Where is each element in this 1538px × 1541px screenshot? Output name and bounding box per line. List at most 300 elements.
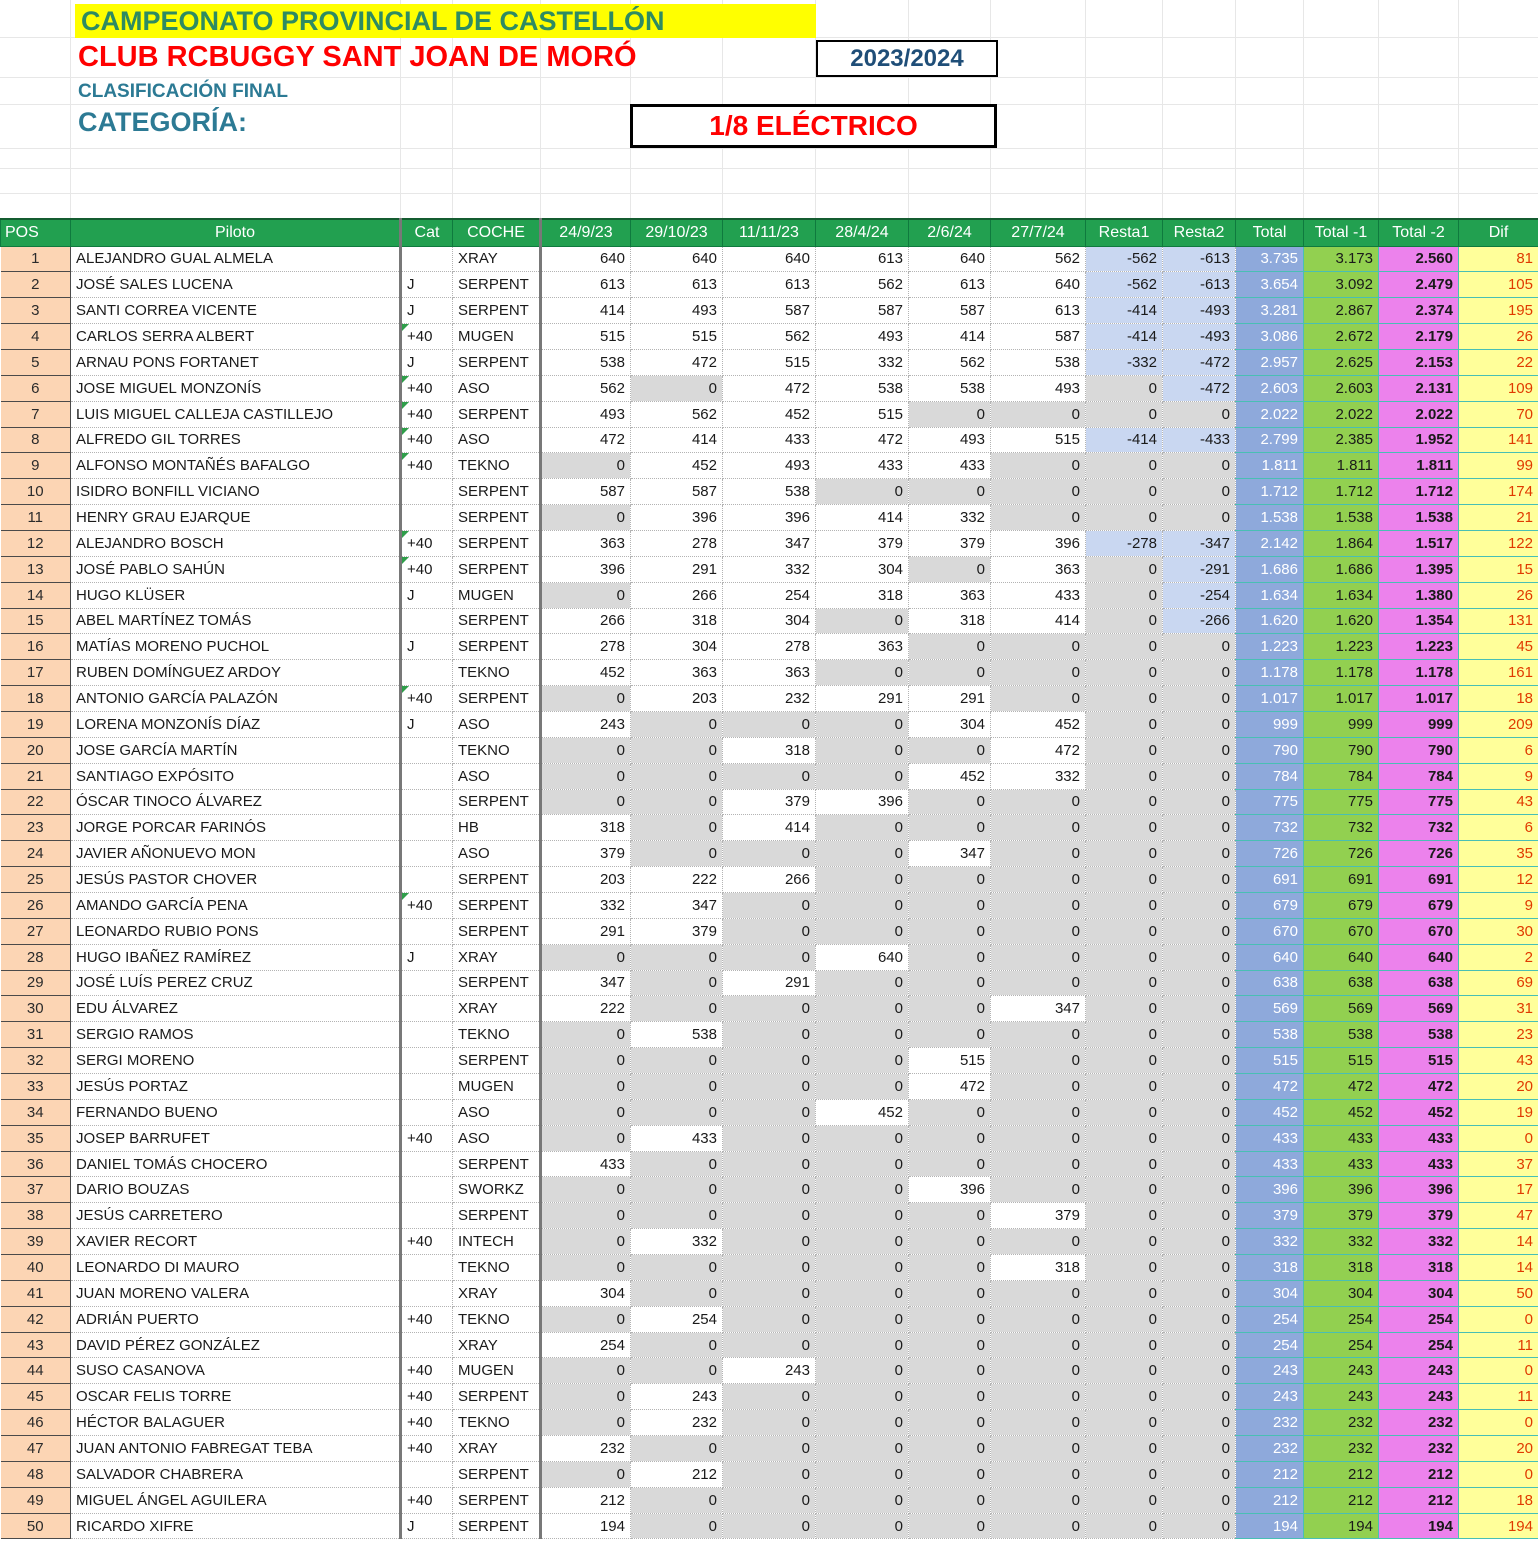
cell-dif[interactable]: 0 <box>1459 1125 1538 1151</box>
cell-score-1[interactable]: 0 <box>541 789 631 815</box>
cell-score-1[interactable]: 0 <box>541 1229 631 1255</box>
cell-cat[interactable] <box>401 1151 453 1177</box>
cell-score-3[interactable]: 0 <box>723 711 816 737</box>
cell-score-4[interactable]: 0 <box>816 1229 909 1255</box>
cell-score-5[interactable]: 0 <box>909 1487 991 1513</box>
cell-total[interactable]: 2.142 <box>1236 530 1304 556</box>
cell-resta1[interactable]: 0 <box>1086 918 1163 944</box>
cell-score-5[interactable]: 0 <box>909 1410 991 1436</box>
cell-cat[interactable] <box>401 660 453 686</box>
cell-score-1[interactable]: 0 <box>541 1384 631 1410</box>
cell-score-2[interactable]: 0 <box>631 1513 723 1539</box>
cell-total-1[interactable]: 2.022 <box>1304 401 1379 427</box>
cell-resta1[interactable]: 0 <box>1086 375 1163 401</box>
cell-resta1[interactable]: 0 <box>1086 996 1163 1022</box>
cell-pilot[interactable]: SALVADOR CHABRERA <box>71 1461 401 1487</box>
cell-cat[interactable]: +40 <box>401 1410 453 1436</box>
cell-total-2[interactable]: 472 <box>1379 1074 1459 1100</box>
cell-dif[interactable]: 69 <box>1459 970 1538 996</box>
cell-pos[interactable]: 37 <box>1 1177 71 1203</box>
cell-total-1[interactable]: 452 <box>1304 1099 1379 1125</box>
cell-score-1[interactable]: 515 <box>541 324 631 350</box>
cell-resta2[interactable]: 0 <box>1163 1436 1236 1462</box>
column-header-27-7-24[interactable]: 27/7/24 <box>991 219 1086 246</box>
column-header-total-2[interactable]: Total -2 <box>1379 219 1459 246</box>
column-header-coche[interactable]: COCHE <box>453 219 541 246</box>
cell-pilot[interactable]: JOSE MIGUEL MONZONÍS <box>71 375 401 401</box>
cell-total-1[interactable]: 538 <box>1304 1022 1379 1048</box>
cell-cat[interactable] <box>401 970 453 996</box>
cell-car[interactable]: TEKNO <box>453 1306 541 1332</box>
cell-resta1[interactable]: 0 <box>1086 1151 1163 1177</box>
cell-score-1[interactable]: 0 <box>541 1099 631 1125</box>
cell-resta2[interactable]: 0 <box>1163 1280 1236 1306</box>
cell-score-5[interactable]: 433 <box>909 453 991 479</box>
cell-pos[interactable]: 33 <box>1 1074 71 1100</box>
cell-pos[interactable]: 17 <box>1 660 71 686</box>
cell-score-1[interactable]: 0 <box>541 686 631 712</box>
cell-score-3[interactable]: 0 <box>723 1255 816 1281</box>
cell-car[interactable]: XRAY <box>453 1280 541 1306</box>
cell-pilot[interactable]: EDU ÁLVAREZ <box>71 996 401 1022</box>
cell-pos[interactable]: 16 <box>1 634 71 660</box>
cell-resta2[interactable]: 0 <box>1163 1099 1236 1125</box>
cell-car[interactable]: SERPENT <box>453 634 541 660</box>
cell-score-6[interactable]: 396 <box>991 530 1086 556</box>
cell-score-5[interactable]: 0 <box>909 1151 991 1177</box>
cell-score-6[interactable]: 347 <box>991 996 1086 1022</box>
cell-pilot[interactable]: ANTONIO GARCÍA PALAZÓN <box>71 686 401 712</box>
cell-resta1[interactable]: 0 <box>1086 660 1163 686</box>
cell-dif[interactable]: 105 <box>1459 272 1538 298</box>
cell-score-4[interactable]: 0 <box>816 1074 909 1100</box>
cell-total-2[interactable]: 1.178 <box>1379 660 1459 686</box>
cell-score-2[interactable]: 0 <box>631 711 723 737</box>
cell-score-3[interactable]: 0 <box>723 1229 816 1255</box>
cell-score-2[interactable]: 291 <box>631 556 723 582</box>
cell-score-2[interactable]: 587 <box>631 479 723 505</box>
cell-score-6[interactable]: 414 <box>991 608 1086 634</box>
cell-total[interactable]: 3.281 <box>1236 298 1304 324</box>
cell-score-1[interactable]: 278 <box>541 634 631 660</box>
cell-total-1[interactable]: 433 <box>1304 1151 1379 1177</box>
cell-score-1[interactable]: 243 <box>541 711 631 737</box>
cell-total-1[interactable]: 332 <box>1304 1229 1379 1255</box>
cell-score-4[interactable]: 0 <box>816 737 909 763</box>
cell-score-4[interactable]: 0 <box>816 1461 909 1487</box>
cell-score-5[interactable]: 304 <box>909 711 991 737</box>
cell-score-3[interactable]: 363 <box>723 660 816 686</box>
cell-score-4[interactable]: 318 <box>816 582 909 608</box>
cell-score-6[interactable]: 0 <box>991 1074 1086 1100</box>
cell-car[interactable]: XRAY <box>453 1332 541 1358</box>
cell-car[interactable]: HB <box>453 815 541 841</box>
cell-score-6[interactable]: 452 <box>991 711 1086 737</box>
cell-score-2[interactable]: 304 <box>631 634 723 660</box>
cell-pos[interactable]: 43 <box>1 1332 71 1358</box>
cell-cat[interactable]: J <box>401 711 453 737</box>
cell-score-3[interactable]: 0 <box>723 1332 816 1358</box>
cell-total[interactable]: 379 <box>1236 1203 1304 1229</box>
cell-total-2[interactable]: 538 <box>1379 1022 1459 1048</box>
cell-resta1[interactable]: 0 <box>1086 582 1163 608</box>
cell-total-2[interactable]: 775 <box>1379 789 1459 815</box>
cell-score-5[interactable]: 0 <box>909 1022 991 1048</box>
cell-total[interactable]: 212 <box>1236 1487 1304 1513</box>
cell-score-5[interactable]: 452 <box>909 763 991 789</box>
cell-score-3[interactable]: 472 <box>723 375 816 401</box>
cell-cat[interactable] <box>401 789 453 815</box>
cell-score-1[interactable]: 472 <box>541 427 631 453</box>
cell-pos[interactable]: 10 <box>1 479 71 505</box>
cell-score-3[interactable]: 243 <box>723 1358 816 1384</box>
cell-total-2[interactable]: 732 <box>1379 815 1459 841</box>
cell-cat[interactable] <box>401 246 453 272</box>
cell-score-5[interactable]: 0 <box>909 1358 991 1384</box>
cell-dif[interactable]: 15 <box>1459 556 1538 582</box>
cell-score-1[interactable]: 396 <box>541 556 631 582</box>
cell-resta2[interactable]: 0 <box>1163 1125 1236 1151</box>
cell-pos[interactable]: 9 <box>1 453 71 479</box>
cell-cat[interactable] <box>401 996 453 1022</box>
cell-dif[interactable]: 20 <box>1459 1074 1538 1100</box>
cell-total-1[interactable]: 569 <box>1304 996 1379 1022</box>
cell-score-1[interactable]: 587 <box>541 479 631 505</box>
cell-score-2[interactable]: 0 <box>631 1151 723 1177</box>
cell-total-1[interactable]: 515 <box>1304 1048 1379 1074</box>
cell-dif[interactable]: 99 <box>1459 453 1538 479</box>
cell-score-6[interactable]: 0 <box>991 1436 1086 1462</box>
cell-score-3[interactable]: 318 <box>723 737 816 763</box>
cell-resta1[interactable]: 0 <box>1086 763 1163 789</box>
cell-dif[interactable]: 6 <box>1459 737 1538 763</box>
cell-cat[interactable] <box>401 1099 453 1125</box>
cell-score-1[interactable]: 0 <box>541 1177 631 1203</box>
cell-dif[interactable]: 11 <box>1459 1332 1538 1358</box>
cell-resta2[interactable]: -347 <box>1163 530 1236 556</box>
cell-resta2[interactable]: -291 <box>1163 556 1236 582</box>
cell-car[interactable]: ASO <box>453 375 541 401</box>
column-header-pos[interactable]: POS <box>1 219 71 246</box>
cell-score-2[interactable]: 0 <box>631 1099 723 1125</box>
cell-pos[interactable]: 28 <box>1 944 71 970</box>
cell-score-6[interactable]: 0 <box>991 1048 1086 1074</box>
cell-pilot[interactable]: SUSO CASANOVA <box>71 1358 401 1384</box>
cell-dif[interactable]: 31 <box>1459 996 1538 1022</box>
cell-pilot[interactable]: DAVID PÉREZ GONZÁLEZ <box>71 1332 401 1358</box>
cell-total[interactable]: 640 <box>1236 944 1304 970</box>
cell-resta1[interactable]: -278 <box>1086 530 1163 556</box>
cell-score-4[interactable]: 0 <box>816 711 909 737</box>
cell-score-3[interactable]: 0 <box>723 1280 816 1306</box>
cell-pos[interactable]: 8 <box>1 427 71 453</box>
cell-car[interactable]: SERPENT <box>453 1048 541 1074</box>
cell-resta2[interactable]: 0 <box>1163 505 1236 531</box>
cell-pilot[interactable]: LEONARDO RUBIO PONS <box>71 918 401 944</box>
cell-score-6[interactable]: 379 <box>991 1203 1086 1229</box>
cell-resta2[interactable]: 0 <box>1163 737 1236 763</box>
cell-total-2[interactable]: 640 <box>1379 944 1459 970</box>
cell-pilot[interactable]: JESÚS CARRETERO <box>71 1203 401 1229</box>
cell-score-4[interactable]: 0 <box>816 660 909 686</box>
cell-total-2[interactable]: 2.153 <box>1379 349 1459 375</box>
cell-car[interactable]: SERPENT <box>453 556 541 582</box>
column-header-2-6-24[interactable]: 2/6/24 <box>909 219 991 246</box>
column-header-total-1[interactable]: Total -1 <box>1304 219 1379 246</box>
cell-score-6[interactable]: 0 <box>991 1151 1086 1177</box>
cell-score-5[interactable]: 414 <box>909 324 991 350</box>
cell-score-4[interactable]: 433 <box>816 453 909 479</box>
cell-score-1[interactable]: 493 <box>541 401 631 427</box>
cell-resta2[interactable]: -433 <box>1163 427 1236 453</box>
cell-cat[interactable]: +40 <box>401 1306 453 1332</box>
cell-total-2[interactable]: 1.538 <box>1379 505 1459 531</box>
cell-score-1[interactable]: 222 <box>541 996 631 1022</box>
cell-score-6[interactable]: 515 <box>991 427 1086 453</box>
cell-resta1[interactable]: 0 <box>1086 453 1163 479</box>
cell-score-5[interactable]: 379 <box>909 530 991 556</box>
cell-cat[interactable] <box>401 1203 453 1229</box>
cell-resta2[interactable]: 0 <box>1163 1074 1236 1100</box>
cell-total[interactable]: 1.017 <box>1236 686 1304 712</box>
cell-total-2[interactable]: 332 <box>1379 1229 1459 1255</box>
cell-total[interactable]: 3.086 <box>1236 324 1304 350</box>
cell-dif[interactable]: 11 <box>1459 1384 1538 1410</box>
cell-score-5[interactable]: 0 <box>909 1229 991 1255</box>
cell-total[interactable]: 232 <box>1236 1410 1304 1436</box>
cell-score-2[interactable]: 0 <box>631 841 723 867</box>
cell-resta1[interactable]: 0 <box>1086 1306 1163 1332</box>
cell-total-2[interactable]: 243 <box>1379 1358 1459 1384</box>
cell-score-2[interactable]: 278 <box>631 530 723 556</box>
cell-cat[interactable]: +40 <box>401 427 453 453</box>
cell-resta2[interactable]: -493 <box>1163 298 1236 324</box>
cell-pilot[interactable]: JOSEP BARRUFET <box>71 1125 401 1151</box>
cell-total[interactable]: 1.712 <box>1236 479 1304 505</box>
cell-total[interactable]: 318 <box>1236 1255 1304 1281</box>
cell-total-2[interactable]: 433 <box>1379 1125 1459 1151</box>
cell-pilot[interactable]: SANTI CORREA VICENTE <box>71 298 401 324</box>
cell-pilot[interactable]: JOSÉ LUÍS PEREZ CRUZ <box>71 970 401 996</box>
cell-pilot[interactable]: LEONARDO DI MAURO <box>71 1255 401 1281</box>
cell-score-3[interactable]: 613 <box>723 272 816 298</box>
cell-score-1[interactable]: 347 <box>541 970 631 996</box>
cell-resta2[interactable]: -493 <box>1163 324 1236 350</box>
cell-dif[interactable]: 9 <box>1459 763 1538 789</box>
cell-total[interactable]: 472 <box>1236 1074 1304 1100</box>
cell-score-1[interactable]: 0 <box>541 1358 631 1384</box>
season-cell[interactable]: 2023/2024 <box>816 40 998 77</box>
cell-cat[interactable] <box>401 841 453 867</box>
cell-score-6[interactable]: 0 <box>991 1099 1086 1125</box>
cell-resta1[interactable]: 0 <box>1086 1384 1163 1410</box>
cell-car[interactable]: ASO <box>453 841 541 867</box>
cell-dif[interactable]: 21 <box>1459 505 1538 531</box>
cell-score-2[interactable]: 347 <box>631 892 723 918</box>
cell-score-2[interactable]: 0 <box>631 1332 723 1358</box>
cell-total[interactable]: 732 <box>1236 815 1304 841</box>
cell-score-2[interactable]: 0 <box>631 1487 723 1513</box>
cell-dif[interactable]: 14 <box>1459 1255 1538 1281</box>
cell-dif[interactable]: 195 <box>1459 298 1538 324</box>
cell-score-1[interactable]: 0 <box>541 1306 631 1332</box>
cell-score-1[interactable]: 0 <box>541 1410 631 1436</box>
cell-cat[interactable] <box>401 763 453 789</box>
cell-score-2[interactable]: 640 <box>631 246 723 272</box>
cell-total[interactable]: 999 <box>1236 711 1304 737</box>
cell-total[interactable]: 232 <box>1236 1436 1304 1462</box>
cell-score-6[interactable]: 363 <box>991 556 1086 582</box>
cell-cat[interactable]: +40 <box>401 1125 453 1151</box>
cell-resta1[interactable]: 0 <box>1086 1074 1163 1100</box>
cell-score-5[interactable]: 0 <box>909 970 991 996</box>
cell-total-1[interactable]: 732 <box>1304 815 1379 841</box>
cell-pos[interactable]: 20 <box>1 737 71 763</box>
cell-pos[interactable]: 3 <box>1 298 71 324</box>
cell-score-4[interactable]: 0 <box>816 1151 909 1177</box>
cell-total-2[interactable]: 304 <box>1379 1280 1459 1306</box>
cell-pilot[interactable]: ALFONSO MONTAÑÉS BAFALGO <box>71 453 401 479</box>
cell-score-5[interactable]: 0 <box>909 660 991 686</box>
cell-score-6[interactable]: 0 <box>991 1513 1086 1539</box>
cell-car[interactable]: TEKNO <box>453 1022 541 1048</box>
cell-pilot[interactable]: ARNAU PONS FORTANET <box>71 349 401 375</box>
cell-score-4[interactable]: 0 <box>816 996 909 1022</box>
cell-score-6[interactable]: 332 <box>991 763 1086 789</box>
cell-score-2[interactable]: 0 <box>631 375 723 401</box>
cell-score-3[interactable]: 538 <box>723 479 816 505</box>
cell-score-6[interactable]: 0 <box>991 453 1086 479</box>
cell-score-4[interactable]: 0 <box>816 608 909 634</box>
cell-resta2[interactable]: 0 <box>1163 1487 1236 1513</box>
cell-score-3[interactable]: 266 <box>723 867 816 893</box>
cell-score-2[interactable]: 0 <box>631 1177 723 1203</box>
cell-score-1[interactable]: 0 <box>541 505 631 531</box>
cell-resta1[interactable]: 0 <box>1086 815 1163 841</box>
cell-total-2[interactable]: 2.179 <box>1379 324 1459 350</box>
cell-score-5[interactable]: 0 <box>909 556 991 582</box>
cell-car[interactable]: SERPENT <box>453 1487 541 1513</box>
cell-total[interactable]: 243 <box>1236 1384 1304 1410</box>
cell-total-2[interactable]: 379 <box>1379 1203 1459 1229</box>
cell-score-5[interactable]: 0 <box>909 401 991 427</box>
cell-car[interactable]: XRAY <box>453 996 541 1022</box>
cell-total-2[interactable]: 999 <box>1379 711 1459 737</box>
cell-pos[interactable]: 24 <box>1 841 71 867</box>
cell-score-6[interactable]: 0 <box>991 401 1086 427</box>
cell-car[interactable]: MUGEN <box>453 1358 541 1384</box>
cell-score-5[interactable]: 493 <box>909 427 991 453</box>
cell-total-1[interactable]: 254 <box>1304 1306 1379 1332</box>
cell-pos[interactable]: 32 <box>1 1048 71 1074</box>
cell-score-1[interactable]: 203 <box>541 867 631 893</box>
cell-resta1[interactable]: 0 <box>1086 1487 1163 1513</box>
cell-score-4[interactable]: 0 <box>816 1022 909 1048</box>
cell-score-2[interactable]: 379 <box>631 918 723 944</box>
cell-pilot[interactable]: SERGI MORENO <box>71 1048 401 1074</box>
cell-resta1[interactable]: 0 <box>1086 1177 1163 1203</box>
cell-score-4[interactable]: 493 <box>816 324 909 350</box>
cell-score-4[interactable]: 0 <box>816 841 909 867</box>
cell-score-5[interactable]: 472 <box>909 1074 991 1100</box>
cell-resta2[interactable]: 0 <box>1163 1513 1236 1539</box>
cell-pos[interactable]: 21 <box>1 763 71 789</box>
cell-resta2[interactable]: 0 <box>1163 1358 1236 1384</box>
cell-pilot[interactable]: DARIO BOUZAS <box>71 1177 401 1203</box>
cell-car[interactable]: SERPENT <box>453 1461 541 1487</box>
cell-score-5[interactable]: 0 <box>909 1203 991 1229</box>
cell-cat[interactable]: +40 <box>401 1487 453 1513</box>
cell-score-3[interactable]: 587 <box>723 298 816 324</box>
cell-score-4[interactable]: 640 <box>816 944 909 970</box>
cell-dif[interactable]: 43 <box>1459 789 1538 815</box>
cell-score-5[interactable]: 291 <box>909 686 991 712</box>
cell-total-2[interactable]: 569 <box>1379 996 1459 1022</box>
cell-score-4[interactable]: 472 <box>816 427 909 453</box>
cell-score-3[interactable]: 0 <box>723 1151 816 1177</box>
cell-score-5[interactable]: 0 <box>909 479 991 505</box>
cell-score-4[interactable]: 379 <box>816 530 909 556</box>
cell-car[interactable]: ASO <box>453 427 541 453</box>
cell-car[interactable]: SERPENT <box>453 505 541 531</box>
cell-total-1[interactable]: 1.712 <box>1304 479 1379 505</box>
cell-score-3[interactable]: 0 <box>723 944 816 970</box>
cell-score-1[interactable]: 0 <box>541 1255 631 1281</box>
cell-score-1[interactable]: 0 <box>541 1048 631 1074</box>
cell-dif[interactable]: 131 <box>1459 608 1538 634</box>
cell-score-1[interactable]: 0 <box>541 1125 631 1151</box>
cell-resta1[interactable]: 0 <box>1086 634 1163 660</box>
cell-total[interactable]: 1.811 <box>1236 453 1304 479</box>
cell-cat[interactable]: J <box>401 272 453 298</box>
cell-dif[interactable]: 18 <box>1459 1487 1538 1513</box>
cell-score-3[interactable]: 640 <box>723 246 816 272</box>
cell-resta1[interactable]: 0 <box>1086 1255 1163 1281</box>
cell-cat[interactable] <box>401 815 453 841</box>
cell-score-4[interactable]: 0 <box>816 867 909 893</box>
cell-score-4[interactable]: 0 <box>816 1436 909 1462</box>
cell-score-6[interactable]: 433 <box>991 582 1086 608</box>
cell-car[interactable]: INTECH <box>453 1229 541 1255</box>
cell-dif[interactable]: 22 <box>1459 349 1538 375</box>
cell-car[interactable]: MUGEN <box>453 1074 541 1100</box>
cell-score-1[interactable]: 562 <box>541 375 631 401</box>
cell-dif[interactable]: 109 <box>1459 375 1538 401</box>
cell-pos[interactable]: 41 <box>1 1280 71 1306</box>
cell-total-1[interactable]: 1.178 <box>1304 660 1379 686</box>
cell-dif[interactable]: 37 <box>1459 1151 1538 1177</box>
cell-score-3[interactable]: 254 <box>723 582 816 608</box>
cell-score-3[interactable]: 0 <box>723 1099 816 1125</box>
cell-resta2[interactable]: 0 <box>1163 1229 1236 1255</box>
cell-cat[interactable]: J <box>401 349 453 375</box>
cell-total-1[interactable]: 2.603 <box>1304 375 1379 401</box>
cell-car[interactable]: TEKNO <box>453 660 541 686</box>
cell-total-2[interactable]: 2.022 <box>1379 401 1459 427</box>
cell-total-1[interactable]: 679 <box>1304 892 1379 918</box>
cell-score-5[interactable]: 332 <box>909 505 991 531</box>
cell-dif[interactable]: 45 <box>1459 634 1538 660</box>
cell-score-3[interactable]: 0 <box>723 1203 816 1229</box>
cell-dif[interactable]: 122 <box>1459 530 1538 556</box>
cell-total[interactable]: 3.735 <box>1236 246 1304 272</box>
cell-score-1[interactable]: 0 <box>541 1461 631 1487</box>
cell-dif[interactable]: 0 <box>1459 1306 1538 1332</box>
cell-score-2[interactable]: 0 <box>631 1048 723 1074</box>
cell-score-6[interactable]: 318 <box>991 1255 1086 1281</box>
cell-total-1[interactable]: 1.017 <box>1304 686 1379 712</box>
cell-score-4[interactable]: 613 <box>816 246 909 272</box>
